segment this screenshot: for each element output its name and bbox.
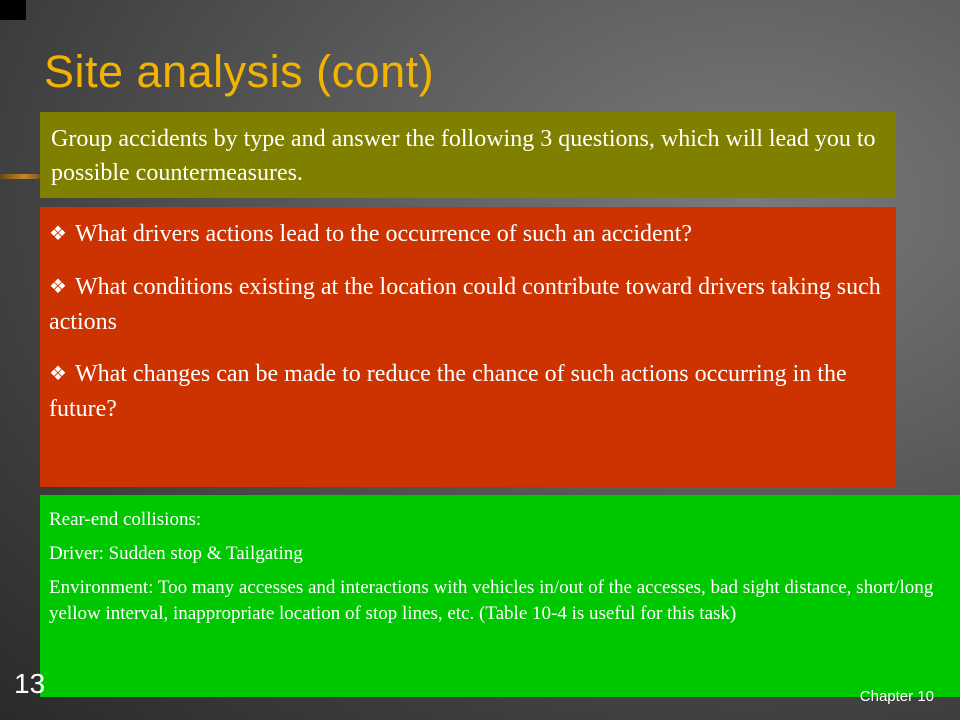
slide-number: 13 [14,668,46,699]
question-item [49,217,884,252]
four-diamond-bullet-icon: ❖ [49,363,67,385]
question-text: What drivers actions lead to the occurrence of such an accident? [74,221,692,247]
question-text: What changes can be made to reduce the chance of such actions occurring in the future? [49,361,847,422]
question-text: What conditions existing at the location could contribute toward drivers taking such actions [49,274,881,335]
chapter-label: Chapter 10 [859,688,934,705]
four-diamond-bullet-icon: ❖ [49,276,67,298]
corner-mark [0,0,26,20]
question-item [49,357,884,426]
answer-driver: Driver: Sudden stop & Tailgating [49,543,303,564]
question-item [49,270,884,339]
decorative-stripe [0,172,40,182]
slide-title: Site analysis (cont) [44,46,435,97]
four-diamond-bullet-icon: ❖ [49,223,67,245]
intro-box: Group accidents by type and answer the following 3 questions, which will lead you to possible countermeasures. [40,112,896,198]
answer-box [40,495,960,697]
questions-box [40,207,896,487]
answer-heading: Rear-end collisions: [49,509,202,530]
answer-environment: Environment: Too many accesses and interactions with vehicles in/out of the accesses, bad sight distance, short/long yellow interval, inappropriate location of stop lines, etc. (Table 10-4 is useful for this task) [49,577,934,624]
